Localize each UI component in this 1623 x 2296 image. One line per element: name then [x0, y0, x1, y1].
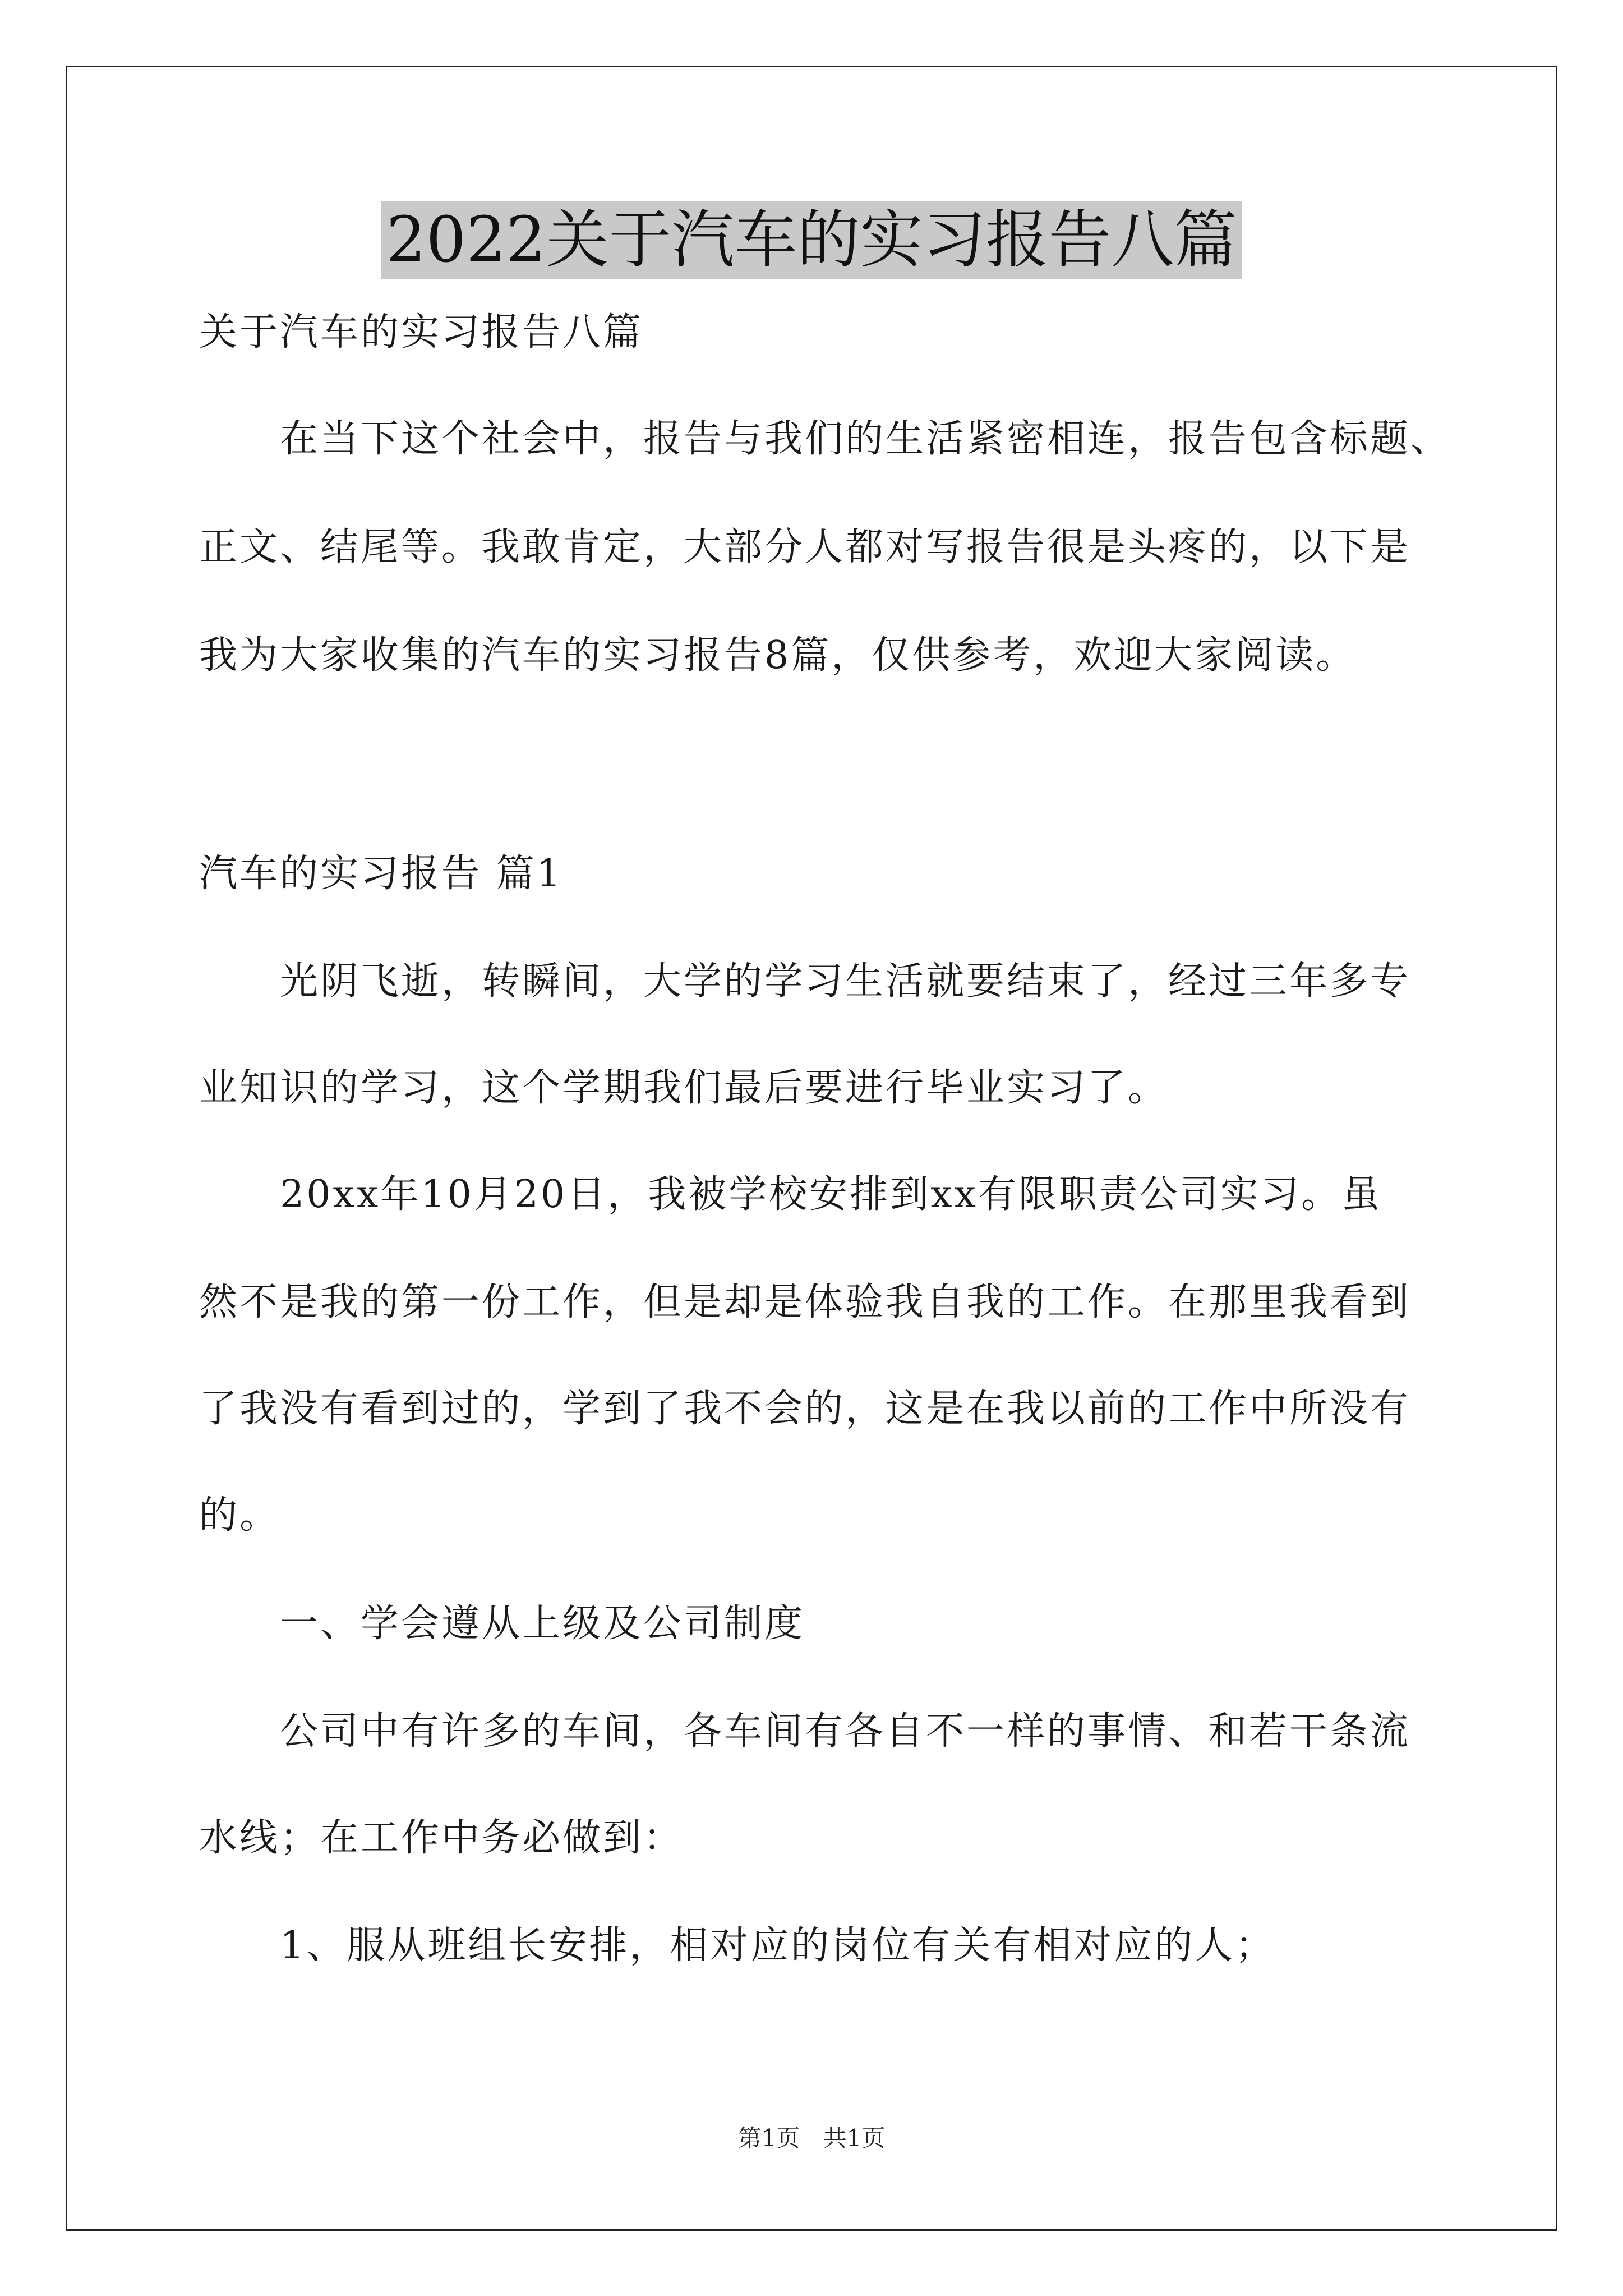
paragraph-line: 业知识的学习，这个学期我们最后要进行毕业实习了。 [199, 1066, 1169, 1110]
paragraph-line: 20xx年10月20日，我被学校安排到xx有限职责公司实习。虽 [280, 1172, 1382, 1217]
paragraph-line: 在当下这个社会中，报告与我们的生活紧密相连，报告包含标题、 [280, 417, 1451, 461]
paragraph-line: 我为大家收集的汽车的实习报告8篇，仅供参考，欢迎大家阅读。 [199, 633, 1357, 678]
paragraph-line: 的。 [199, 1493, 280, 1538]
page-number: 第1页 [737, 2124, 800, 2152]
list-item: 1、服从班组长安排，相对应的岗位有关有相对应的人； [280, 1924, 1276, 1968]
paragraph-line: 水线；在工作中务必做到： [199, 1816, 684, 1860]
paragraph-line: 正文、结尾等。我敢肯定，大部分人都对写报告很是头疼的，以下是 [199, 525, 1411, 569]
paragraph-line: 光阴飞逝，转瞬间，大学的学习生活就要结束了，经过三年多专 [280, 959, 1411, 1004]
total-pages: 共1页 [823, 2124, 886, 2152]
subsection-heading: 一、学会遵从上级及公司制度 [280, 1602, 805, 1646]
document-title: 2022关于汽车的实习报告八篇 [381, 201, 1241, 279]
title-container [0, 201, 1623, 279]
paragraph-line: 然不是我的第一份工作，但是却是体验我自我的工作。在那里我看到 [199, 1280, 1411, 1324]
paragraph-line: 了我没有看到过的，学到了我不会的，这是在我以前的工作中所没有 [199, 1387, 1411, 1431]
paragraph-line: 公司中有许多的车间，各车间有各自不一样的事情、和若干条流 [280, 1709, 1411, 1754]
page-footer [0, 2122, 1623, 2155]
section-heading: 汽车的实习报告 篇1 [199, 852, 563, 896]
subtitle-line: 关于汽车的实习报告八篇 [199, 310, 644, 355]
page-border [66, 66, 1557, 2231]
